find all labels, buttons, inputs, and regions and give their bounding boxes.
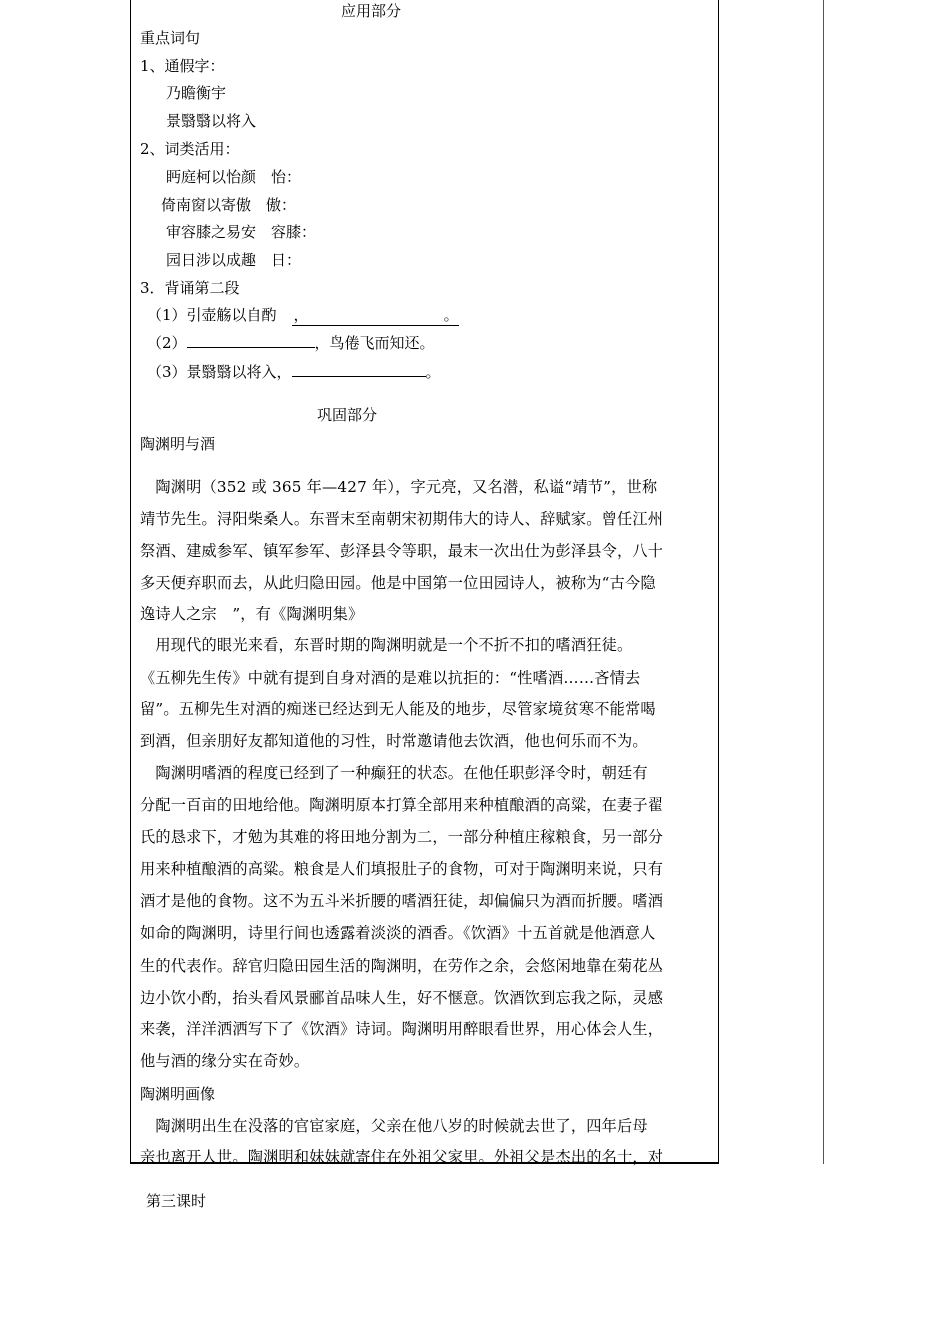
article-line: 留”。五柳先生对酒的痴迷已经达到无人能及的地步，尽管家境贫寒不能常喝 bbox=[140, 700, 656, 718]
margin-rule bbox=[823, 0, 824, 1164]
article-line: 边小饮小酌，抬头看风景郦首品味人生，好不惬意。饮酒饮到忘我之际，灵感 bbox=[140, 989, 664, 1007]
article-line: 靖节先生。浔阳柴桑人。东晋末至南朝宋初期伟大的诗人、辞赋家。曾任江州 bbox=[140, 510, 664, 528]
article-line: 用来种植酿酒的高粱。粮食是人们填报肚子的食物，可对于陶渊明来说，只有 bbox=[140, 860, 664, 878]
recite-item-2-prefix: （2） bbox=[147, 334, 187, 352]
third-lesson-label: 第三课时 bbox=[146, 1192, 207, 1210]
cilei-item: 园日涉以成趣 日： bbox=[166, 251, 302, 269]
portrait-title: 陶渊明画像 bbox=[140, 1085, 216, 1103]
recite-item-3-text: （3）景翳翳以将入， bbox=[147, 363, 292, 381]
recite-item-2-text: ，鸟倦飞而知还。 bbox=[314, 334, 435, 352]
article-line: 氏的恳求下，才勉为其难的将田地分割为二，一部分种植庄稼粮食，另一部分 bbox=[140, 828, 664, 846]
article-line: 祭酒、建威参军、镇军参军、彭泽县令等职，最末一次出仕为彭泽县令，八十 bbox=[140, 542, 664, 560]
article-title: 陶渊明与酒 bbox=[140, 435, 216, 453]
cilei-item: 倚南窗以寄傲 傲： bbox=[161, 196, 297, 214]
key-words-heading: 重点词句 bbox=[140, 29, 201, 47]
blank-period: 。 bbox=[443, 306, 459, 324]
article-line: 他与酒的缘分实在奇妙。 bbox=[140, 1052, 310, 1070]
article-line: 分配一百亩的田地给他。陶渊明原本打算全部用来种植酿酒的高粱，在妻子翟 bbox=[140, 796, 664, 814]
recite-item-3-end: 。 bbox=[425, 363, 441, 381]
cilei-item: 眄庭柯以怡颜 怡： bbox=[166, 168, 302, 186]
article-line: 到酒，但亲朋好友都知道他的习性，时常邀请他去饮酒，他也何乐而不为。 bbox=[140, 732, 648, 750]
cilei-item: 审容膝之易安 容膝： bbox=[166, 223, 317, 241]
recite-heading: 3．背诵第二段 bbox=[140, 279, 240, 297]
application-heading: 应用部分 bbox=[341, 2, 402, 20]
article-line: 如命的陶渊明，诗里行间也透露着淡淡的酒香。《饮酒》十五首就是他酒意人 bbox=[140, 924, 656, 942]
article-line: 酒才是他的食物。这不为五斗米折腰的嗜酒狂徒，却偏偏只为酒而折腰。嗜酒 bbox=[140, 892, 664, 910]
article-line: 生的代表作。辞官归隐田园生活的陶渊明，在劳作之余，会悠闲地靠在菊花丛 bbox=[140, 957, 664, 975]
recite-item-1 bbox=[147, 305, 459, 326]
article-line: 多天便弃职而去，从此归隐田园。他是中国第一位田园诗人，被称为“古今隐 bbox=[140, 574, 656, 592]
blank-comma: ， bbox=[293, 306, 309, 324]
article-line: 来袭，洋洋洒洒写下了《饮酒》诗词。陶渊明用醉眼看世界，用心体会人生， bbox=[140, 1020, 664, 1038]
recite-blank-3[interactable] bbox=[292, 362, 426, 377]
article-line: 陶渊明嗜酒的程度已经到了一种癫狂的状态。在他任职彭泽令时，朝廷有 bbox=[140, 764, 648, 782]
consolidation-heading: 巩固部分 bbox=[317, 406, 378, 424]
article-line: 用现代的眼光来看，东晋时期的陶渊明就是一个不折不扣的嗜酒狂徒。 bbox=[140, 636, 633, 654]
recite-item-1-text: （1）引壶觞以自酌 bbox=[147, 306, 292, 324]
portrait-line: 陶渊明出生在没落的官宦家庭，父亲在他八岁的时候就去世了，四年后母 bbox=[140, 1117, 648, 1135]
recite-item-2 bbox=[147, 333, 435, 353]
article-line: 逸诗人之宗 ”，有《陶渊明集》 bbox=[140, 605, 364, 623]
article-line: 《五柳先生传》中就有提到自身对酒的是难以抗拒的：“性嗜酒……吝情去 bbox=[140, 669, 641, 687]
recite-item-3 bbox=[147, 362, 441, 382]
article-line: 陶渊明（352 或 365 年—427 年），字元亮，又名潜，私谥“靖节”，世称 bbox=[140, 478, 658, 496]
cilei-heading: 2、词类活用： bbox=[140, 140, 240, 158]
recite-blank-1[interactable] bbox=[292, 305, 459, 326]
tongjiazi-item: 乃瞻衡宇 bbox=[166, 84, 227, 102]
tongjiazi-heading: 1、通假字： bbox=[140, 57, 225, 75]
tongjiazi-item: 景翳翳以将入 bbox=[166, 112, 257, 130]
portrait-line: 亲也离开人世。陶渊明和妹妹就寄住在外祖父家里。外祖父是杰出的名士，对 bbox=[140, 1148, 664, 1166]
recite-blank-2[interactable] bbox=[187, 333, 315, 348]
